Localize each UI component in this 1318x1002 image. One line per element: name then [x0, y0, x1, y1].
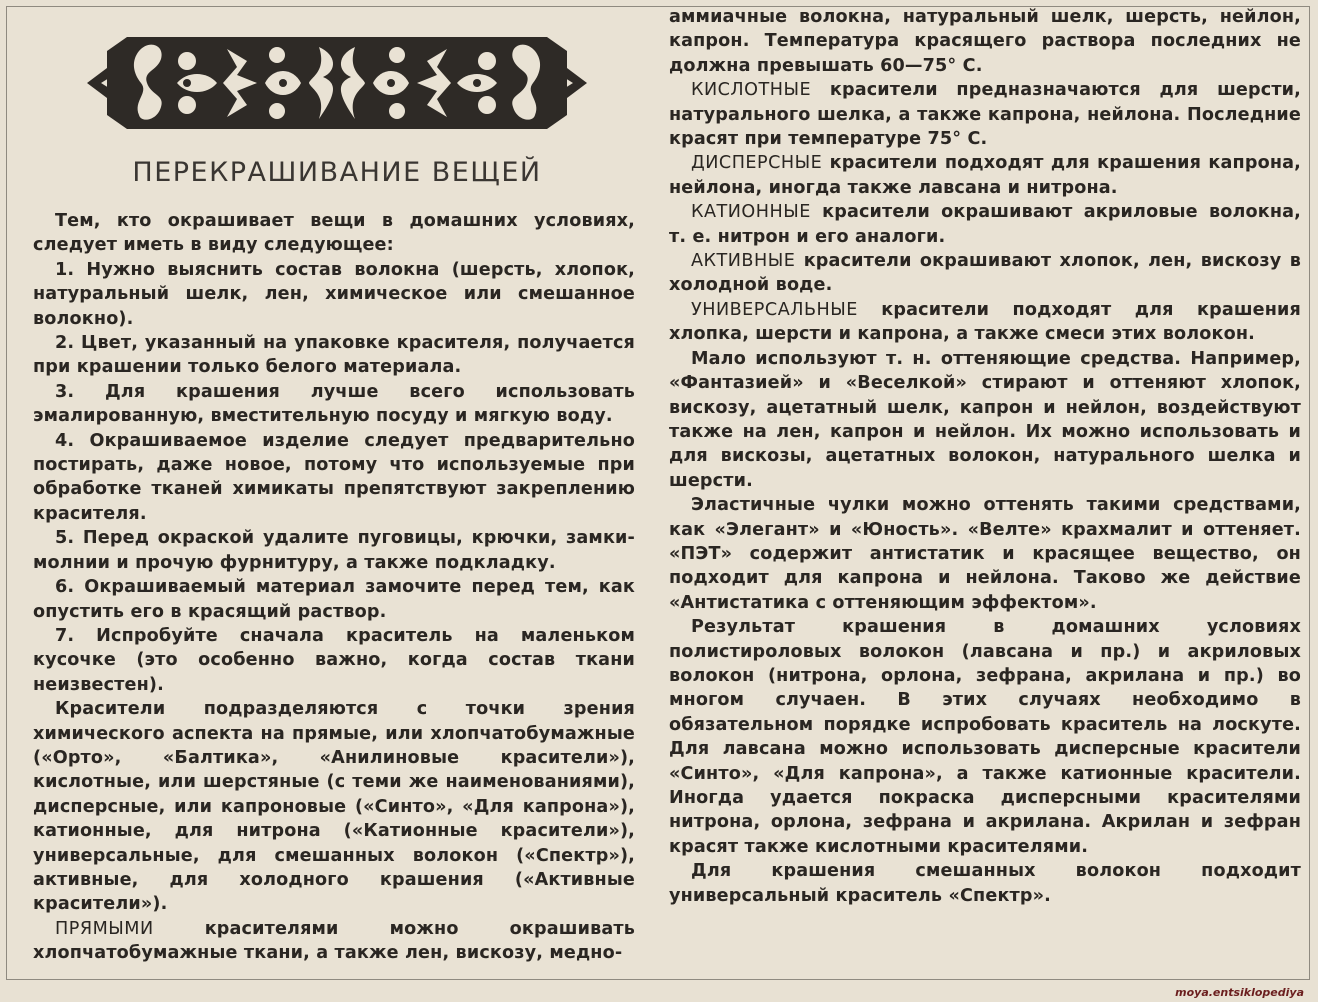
left-column	[33, 209, 635, 966]
paragraph: Для крашения смешанных волокон подходит универсальный краситель «Спектр».	[669, 861, 1301, 906]
paragraph-text: красителями можно окрашивать хлопчатобумажные ткани, а также лен, вискозу, медно-	[33, 918, 635, 964]
paragraph: 6. Окрашиваемый материал замочите перед тем, как опустить его в красящий раствор.	[33, 577, 635, 622]
paragraph: 4. Окрашиваемое изделие следует предварительно постирать, даже новое, потому что используемые при обработке тканей химикаты препятствуют закреплению красителя.	[33, 430, 635, 524]
paragraph: 3. Для крашения лучше всего использовать эмалированную, вместительную посуду и мягкую воду.	[33, 381, 635, 427]
caps-term: УНИВЕРСАЛЬНЫЕ	[691, 299, 858, 320]
paragraph: 5. Перед окраской удалите пуговицы, крючки, замки-молнии и прочую фурнитуру, а также подкладку.	[33, 528, 635, 573]
article-title: ПЕРЕКРАШИВАНИЕ ВЕЩЕЙ	[132, 157, 542, 188]
paragraph	[669, 151, 1301, 200]
paragraph: 1. Нужно выяснить состав волокна (шерсть, хлопок, натуральный шелк, лен, химическое или смешанное волокно).	[33, 259, 635, 329]
paragraph-text: красители подходят для крашения капрона, нейлона, иногда также лавсана и нитрона.	[669, 153, 1301, 198]
caps-term: АКТИВНЫЕ	[691, 251, 796, 272]
paragraph	[33, 917, 635, 966]
watermark: moya.entsiklopediya	[1175, 986, 1304, 999]
right-column	[669, 5, 1301, 908]
paragraph-text: красители предназначаются для шерсти, натурального шелка, а также капрона, нейлона. Последние красят при температуре 75° С.	[669, 80, 1301, 150]
caps-term: ПРЯМЫМИ	[55, 918, 154, 939]
paragraph: Эластичные чулки можно оттенять такими средствами, как «Элегант» и «Юность». «Велте» крахмалит и оттеняет. «ПЭТ» содержит антистатик и красящее вещество, он подходит для капрона и нейлона. Таково же действие «Антистатика с оттеняющим эффектом».	[669, 495, 1301, 613]
paragraph: Красители подразделяются с точки зрения химического аспекта на прямые, или хлопчатобумажные («Орто», «Балтика», «Анилиновые красители»), кислотные, или шерстяные (с теми же наименованиями), дисперсные, или капроновые («Синто», «Для капрона»), катионные, для нитрона («Катионные красители»), универсальные, для смешанных волокон («Спектр»), активные, для холодного крашения («Активные красители»).	[33, 699, 635, 915]
paragraph: 7. Испробуйте сначала краситель на маленьком кусочке (это особенно важно, когда состав ткани неизвестен).	[33, 625, 635, 695]
paragraph-text: красители окрашивают акриловые волокна, т. е. нитрон и его аналоги.	[669, 202, 1301, 247]
caps-term: ДИСПЕРСНЫЕ	[691, 153, 823, 174]
paragraph	[669, 78, 1301, 151]
paragraph: Тем, кто окрашивает вещи в домашних условиях, следует иметь в виду следующее:	[33, 211, 635, 256]
paragraph: 2. Цвет, указанный на упаковке красителя, получается при крашении только белого материала.	[33, 333, 635, 378]
paragraph: аммиачные волокна, натуральный шелк, шерсть, нейлон, капрон. Температура красящего раствора последних не должна превышать 60—75° С.	[669, 7, 1301, 76]
paragraph-text: красители подходят для крашения хлопка, шерсти и капрона, а также смеси этих волокон.	[669, 299, 1301, 345]
caps-term: КАТИОННЫЕ	[691, 202, 811, 223]
paragraph	[669, 298, 1301, 347]
paragraph	[669, 200, 1301, 249]
paragraph: Результат крашения в домашних условиях полистироловых волокон (лавсана и пр.) и акриловых волокон (нитрона, орлона, зефрана, акрилана и пр.) во многом случаен. В этих случаях необходимо в обязательном порядке испробовать краситель на лоскуте. Для лавсана можно использовать дисперсные красители «Синто», «Для капрона», а также катионные красители. Иногда удается покраска дисперсными красителями нитрона, орлона, зефрана и акрилана. Акрилан и зефран красят также кислотными красителями.	[669, 617, 1301, 857]
caps-term: КИСЛОТНЫЕ	[691, 80, 812, 101]
ornament-header-icon	[87, 31, 587, 135]
paragraph: Мало используют т. н. оттеняющие средства. Например, «Фантазией» и «Веселкой» стирают и оттеняют хлопок, вискозу, ацетатный шелк, капрон и нейлон, воздействуют также на лен, капрон и нейлон. Их можно использовать и для вискозы, ацетатных волокон, натурального шелка и шерсти.	[669, 348, 1301, 491]
paragraph	[669, 249, 1301, 298]
paragraph-text: красители окрашивают хлопок, лен, вискозу в холодной воде.	[669, 251, 1301, 296]
page-frame	[6, 6, 1310, 980]
